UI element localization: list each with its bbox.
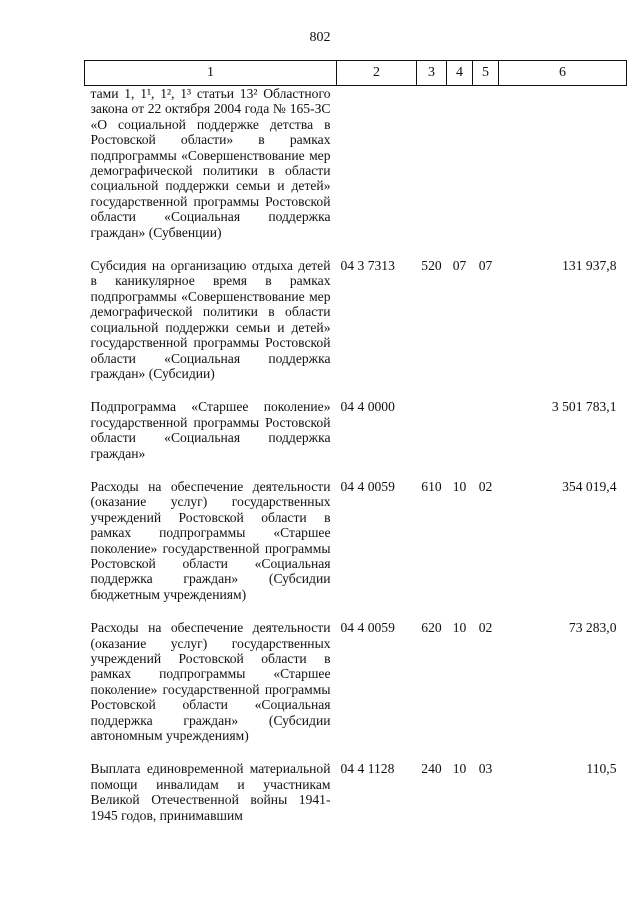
row-section: 10 bbox=[452, 620, 467, 636]
row-amount: 131 937,8 bbox=[562, 258, 617, 274]
table-row bbox=[85, 761, 627, 823]
row-description: Выплата единовременной материальной помощи инвалидам и участникам Великой Отечественной войны 1941-1945 годов, принимавшим bbox=[90, 761, 331, 823]
row-description: Подпрограмма «Старшее поколение» государственной программы Ростовской области «Социальная поддержка граждан» bbox=[90, 399, 331, 461]
column-header: 5 bbox=[473, 61, 499, 86]
header-row bbox=[85, 61, 627, 86]
row-expense-type: 610 bbox=[421, 478, 442, 494]
table-row bbox=[85, 86, 627, 259]
budget-table bbox=[84, 60, 627, 823]
table-row bbox=[85, 399, 627, 479]
row-description: тами 1, 1¹, 1², 1³ статьи 13² Областного закона от 22 октября 2004 года № 165-ЗС «О социальной поддержке детства в Ростовской области» в рамках подпрограммы «Совершенствование мер демографической политики в области социальной поддержки семьи и детей» государственной программы Ростовской области «Социальная поддержка граждан» (Субвенции) bbox=[90, 86, 331, 240]
table-row bbox=[85, 620, 627, 761]
row-subsection: 07 bbox=[478, 258, 493, 274]
table-row bbox=[85, 258, 627, 399]
row-target-code: 04 4 0059 bbox=[340, 620, 395, 636]
row-subsection bbox=[473, 86, 499, 259]
table-header bbox=[85, 61, 627, 86]
row-target-code: 04 4 0059 bbox=[340, 478, 395, 494]
row-amount: 73 283,0 bbox=[568, 620, 617, 636]
row-target-code: 04 3 7313 bbox=[340, 258, 395, 274]
table-body bbox=[85, 86, 627, 824]
row-amount: 3 501 783,1 bbox=[551, 399, 617, 415]
row-expense-type bbox=[417, 399, 447, 479]
column-header: 1 bbox=[85, 61, 337, 86]
column-header: 6 bbox=[499, 61, 627, 86]
row-target-code bbox=[337, 86, 417, 259]
row-amount: 354 019,4 bbox=[562, 478, 617, 494]
column-header: 4 bbox=[447, 61, 473, 86]
column-header: 2 bbox=[337, 61, 417, 86]
row-section bbox=[447, 399, 473, 479]
row-section bbox=[447, 86, 473, 259]
row-description: Субсидия на организацию отдыха детей в каникулярное время в рамках подпрограммы «Совершенствование мер демографической политики в области социальной поддержки семьи и детей» государственной программы Ростовской области «Социальная поддержка граждан» (Субсидии) bbox=[90, 258, 331, 381]
row-expense-type bbox=[417, 86, 447, 259]
table-row bbox=[85, 479, 627, 620]
row-subsection bbox=[473, 399, 499, 479]
row-subsection: 02 bbox=[478, 478, 493, 494]
row-expense-type: 620 bbox=[421, 620, 442, 636]
row-section: 10 bbox=[452, 761, 467, 777]
row-description: Расходы на обеспечение деятельности (оказание услуг) государственных учреждений Ростовской области в рамках подпрограммы «Старшее поколение» государственной программы Ростовской области «Социальная поддержка граждан» (Субсидии автономным учреждениям) bbox=[90, 620, 331, 744]
page-number: 802 bbox=[309, 30, 331, 45]
row-subsection: 03 bbox=[478, 761, 493, 777]
row-target-code: 04 4 1128 bbox=[340, 761, 395, 777]
row-amount: 110,5 bbox=[586, 761, 617, 777]
row-expense-type: 240 bbox=[421, 761, 442, 777]
row-amount bbox=[499, 86, 627, 259]
row-section: 07 bbox=[452, 258, 467, 274]
column-header: 3 bbox=[417, 61, 447, 86]
row-expense-type: 520 bbox=[421, 258, 442, 274]
row-description: Расходы на обеспечение деятельности (оказание услуг) государственных учреждений Ростовской области в рамках подпрограммы «Старшее поколение» государственной программы Ростовской области «Социальная поддержка граждан» (Субсидии бюджетным учреждениям) bbox=[90, 478, 331, 602]
row-target-code: 04 4 0000 bbox=[340, 399, 395, 415]
row-section: 10 bbox=[452, 478, 467, 494]
row-subsection: 02 bbox=[478, 620, 493, 636]
